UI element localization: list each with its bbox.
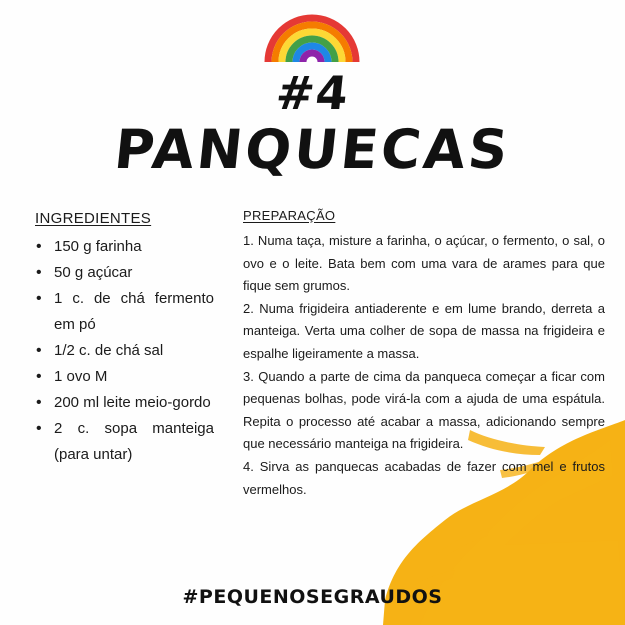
rainbow-icon (262, 8, 362, 64)
recipe-number: #4 (273, 66, 352, 120)
ingredients-heading: INGREDIENTES (35, 210, 152, 227)
preparation-step: 4. Sirva as panquecas acabadas de fazer com mel e frutos vermelhos. (243, 458, 605, 497)
recipe-title: PANQUECAS (111, 118, 514, 181)
preparation-steps (243, 230, 605, 501)
ingredient-item: • 1 ovo M (36, 364, 214, 390)
ingredient-item: • 1 c. de chá fermento em pó (36, 286, 214, 338)
preparation-heading: PREPARAÇÃO (243, 208, 336, 223)
hashtag-footer: #PEQUENOSEGRAUDOS (182, 586, 443, 608)
preparation-step: 1. Numa taça, misture a farinha, o açúcar, o fermento, o sal, o ovo e o leite. Bata bem com uma vara de arames para que fique sem grumos. (243, 233, 605, 294)
ingredient-item: • 50 g açúcar (36, 260, 214, 286)
ingredient-item: • 1/2 c. de chá sal (36, 338, 214, 364)
preparation-step: 2. Numa frigideira antiaderente e em lume brando, derreta a manteiga. Verta uma colher de sopa de massa na frigideira e espalhe ligeiramente a massa. (243, 300, 605, 361)
ingredient-item: • 200 ml leite meio-gordo (36, 390, 214, 416)
ingredient-item: • 2 c. sopa manteiga (para untar) (36, 416, 214, 468)
ingredients-list (36, 234, 214, 468)
ingredient-item: • 150 g farinha (36, 234, 214, 260)
preparation-step: 3. Quando a parte de cima da panqueca começar a ficar com pequenas bolhas, pode virá-la com a ajuda de uma espátula. Repita o processo até acabar a massa, adicionando sempre que necessário manteiga na frigideira. (243, 368, 605, 452)
